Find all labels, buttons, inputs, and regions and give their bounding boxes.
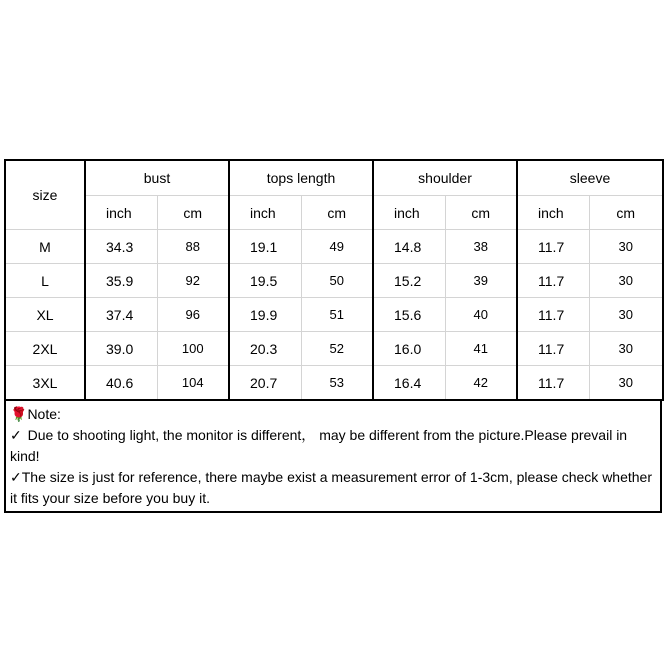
unit-header: cm [589,196,663,230]
inch-cell: 19.9 [229,298,301,332]
cm-cell: 39 [445,264,517,298]
cm-cell: 96 [157,298,229,332]
inch-cell: 11.7 [517,264,589,298]
inch-cell: 11.7 [517,230,589,264]
inch-cell: 19.5 [229,264,301,298]
cm-cell: 30 [589,366,663,401]
unit-header: cm [445,196,517,230]
cm-cell: 30 [589,298,663,332]
note-text-2: The size is just for reference, there maybe exist a measurement error of 1-3cm, please check whether it fits your size before you buy it. [10,469,653,506]
unit-header: inch [373,196,445,230]
cm-cell: 30 [589,264,663,298]
note-title: Note: [27,406,61,422]
inch-cell: 16.4 [373,366,445,401]
size-cell: XL [5,298,85,332]
inch-cell: 15.2 [373,264,445,298]
group-bust: bust [85,160,229,196]
inch-cell: 20.3 [229,332,301,366]
header-row-units [5,196,663,230]
note-title-line [10,404,656,425]
table-row [5,298,663,332]
table-row [5,332,663,366]
note-box [4,401,662,513]
check-icon: ✓ [10,469,22,485]
cm-cell: 30 [589,332,663,366]
inch-cell: 37.4 [85,298,157,332]
note-line-1 [10,425,656,467]
size-cell: 3XL [5,366,85,401]
inch-cell: 35.9 [85,264,157,298]
cm-cell: 104 [157,366,229,401]
header-row-groups [5,160,663,196]
cm-cell: 51 [301,298,373,332]
size-chart [4,159,662,505]
cm-cell: 42 [445,366,517,401]
unit-header: cm [301,196,373,230]
cm-cell: 41 [445,332,517,366]
inch-cell: 34.3 [85,230,157,264]
cm-cell: 40 [445,298,517,332]
unit-header: inch [517,196,589,230]
inch-cell: 16.0 [373,332,445,366]
inch-cell: 15.6 [373,298,445,332]
note-text-1: Due to shooting light, the monitor is different， may be different from the picture.Please prevail in kind! [10,427,628,464]
inch-cell: 40.6 [85,366,157,401]
table-row [5,264,663,298]
group-shoulder: shoulder [373,160,517,196]
inch-cell: 20.7 [229,366,301,401]
inch-cell: 11.7 [517,332,589,366]
cm-cell: 53 [301,366,373,401]
size-table [4,159,664,401]
note-line-2 [10,467,656,509]
inch-cell: 11.7 [517,298,589,332]
cm-cell: 49 [301,230,373,264]
inch-cell: 39.0 [85,332,157,366]
unit-header: inch [229,196,301,230]
flower-icon: 🌹 [10,406,28,422]
size-header: size [5,160,85,230]
cm-cell: 92 [157,264,229,298]
unit-header: cm [157,196,229,230]
unit-header: inch [85,196,157,230]
inch-cell: 19.1 [229,230,301,264]
table-body [5,230,663,401]
group-sleeve: sleeve [517,160,663,196]
group-tops-length: tops length [229,160,373,196]
cm-cell: 30 [589,230,663,264]
size-cell: M [5,230,85,264]
cm-cell: 88 [157,230,229,264]
cm-cell: 100 [157,332,229,366]
size-cell: 2XL [5,332,85,366]
inch-cell: 11.7 [517,366,589,401]
cm-cell: 50 [301,264,373,298]
cm-cell: 52 [301,332,373,366]
table-row [5,366,663,401]
inch-cell: 14.8 [373,230,445,264]
table-row [5,230,663,264]
size-cell: L [5,264,85,298]
check-icon: ✓ [10,427,22,443]
cm-cell: 38 [445,230,517,264]
